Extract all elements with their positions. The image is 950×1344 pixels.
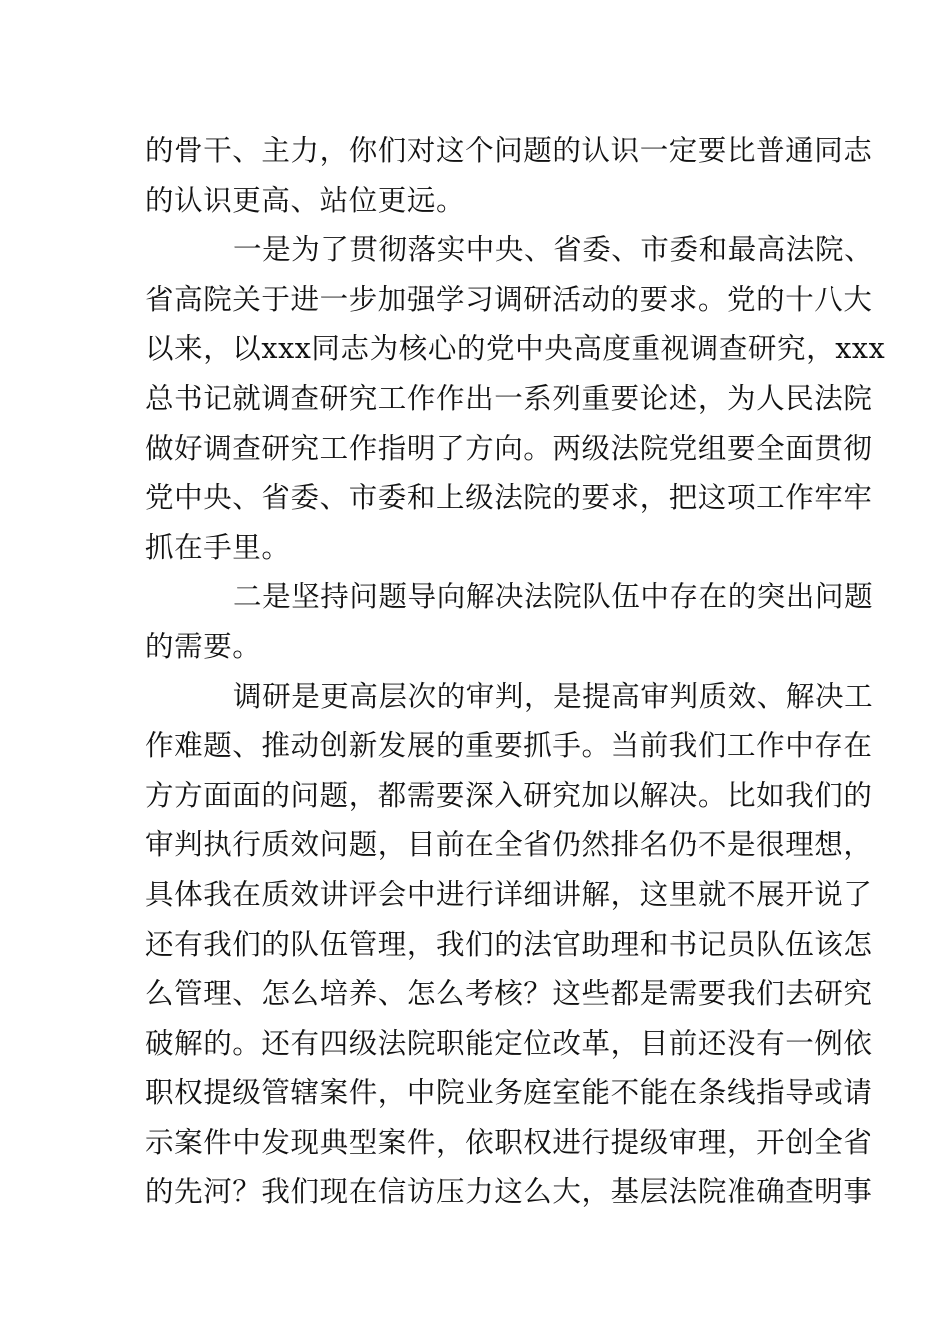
text-line: 的骨干、主力，你们对这个问题的认识一定要比普通同志 [145,134,873,167]
paragraph [145,572,874,671]
text-line: 职权提级管辖案件，中院业务庭室能不能在条线指导或请 [145,1076,873,1110]
text-line: 作难题、推动创新发展的重要抓手。当前我们工作中存在 [145,729,873,763]
text-line: 以来，以xxx同志为核心的党中央高度重视调查研究，xxx [145,332,886,366]
text-line: 省高院关于进一步加强学习调研活动的要求。党的十八大 [145,282,873,316]
text-line: 的先河？我们现在信访压力这么大，基层法院准确查明事 [145,1175,873,1209]
text-line: 的需要。 [145,629,262,663]
text-line: 总书记就调查研究工作作出一系列重要论述，为人民法院 [145,381,873,415]
paragraph [145,126,873,225]
paragraph [145,672,874,1218]
text-line: 审判执行质效问题，目前在全省仍然排名仍不是很理想， [145,828,873,862]
text-line: 示案件中发现典型案件，依职权进行提级审理，开创全省 [145,1125,873,1159]
text-line: 方方面面的问题，都需要深入研究加以解决。比如我们的 [145,778,873,812]
text-line: 二是坚持问题导向解决法院队伍中存在的突出问题 [233,580,874,614]
text-line: 调研是更高层次的审判，是提高审判质效、解决工 [233,679,874,713]
text-line: 么管理、怎么培养、怎么考核？这些都是需要我们去研究 [145,977,873,1011]
text-line: 做好调查研究工作指明了方向。两级法院党组要全面贯彻 [145,431,873,465]
text-line: 党中央、省委、市委和上级法院的要求，把这项工作牢牢 [145,481,873,515]
text-line: 还有我们的队伍管理，我们的法官助理和书记员队伍该怎 [145,927,873,961]
text-line: 抓在手里。 [145,530,291,564]
text-line: 破解的。还有四级法院职能定位改革，目前还没有一例依 [145,1026,873,1060]
text-line: 的认识更高、站位更远。 [145,183,466,217]
document-body [145,126,886,1217]
text-line: 一是为了贯彻落实中央、省委、市委和最高法院、 [233,233,874,267]
paragraph [145,225,886,572]
text-line: 具体我在质效讲评会中进行详细讲解，这里就不展开说了 [145,877,873,911]
